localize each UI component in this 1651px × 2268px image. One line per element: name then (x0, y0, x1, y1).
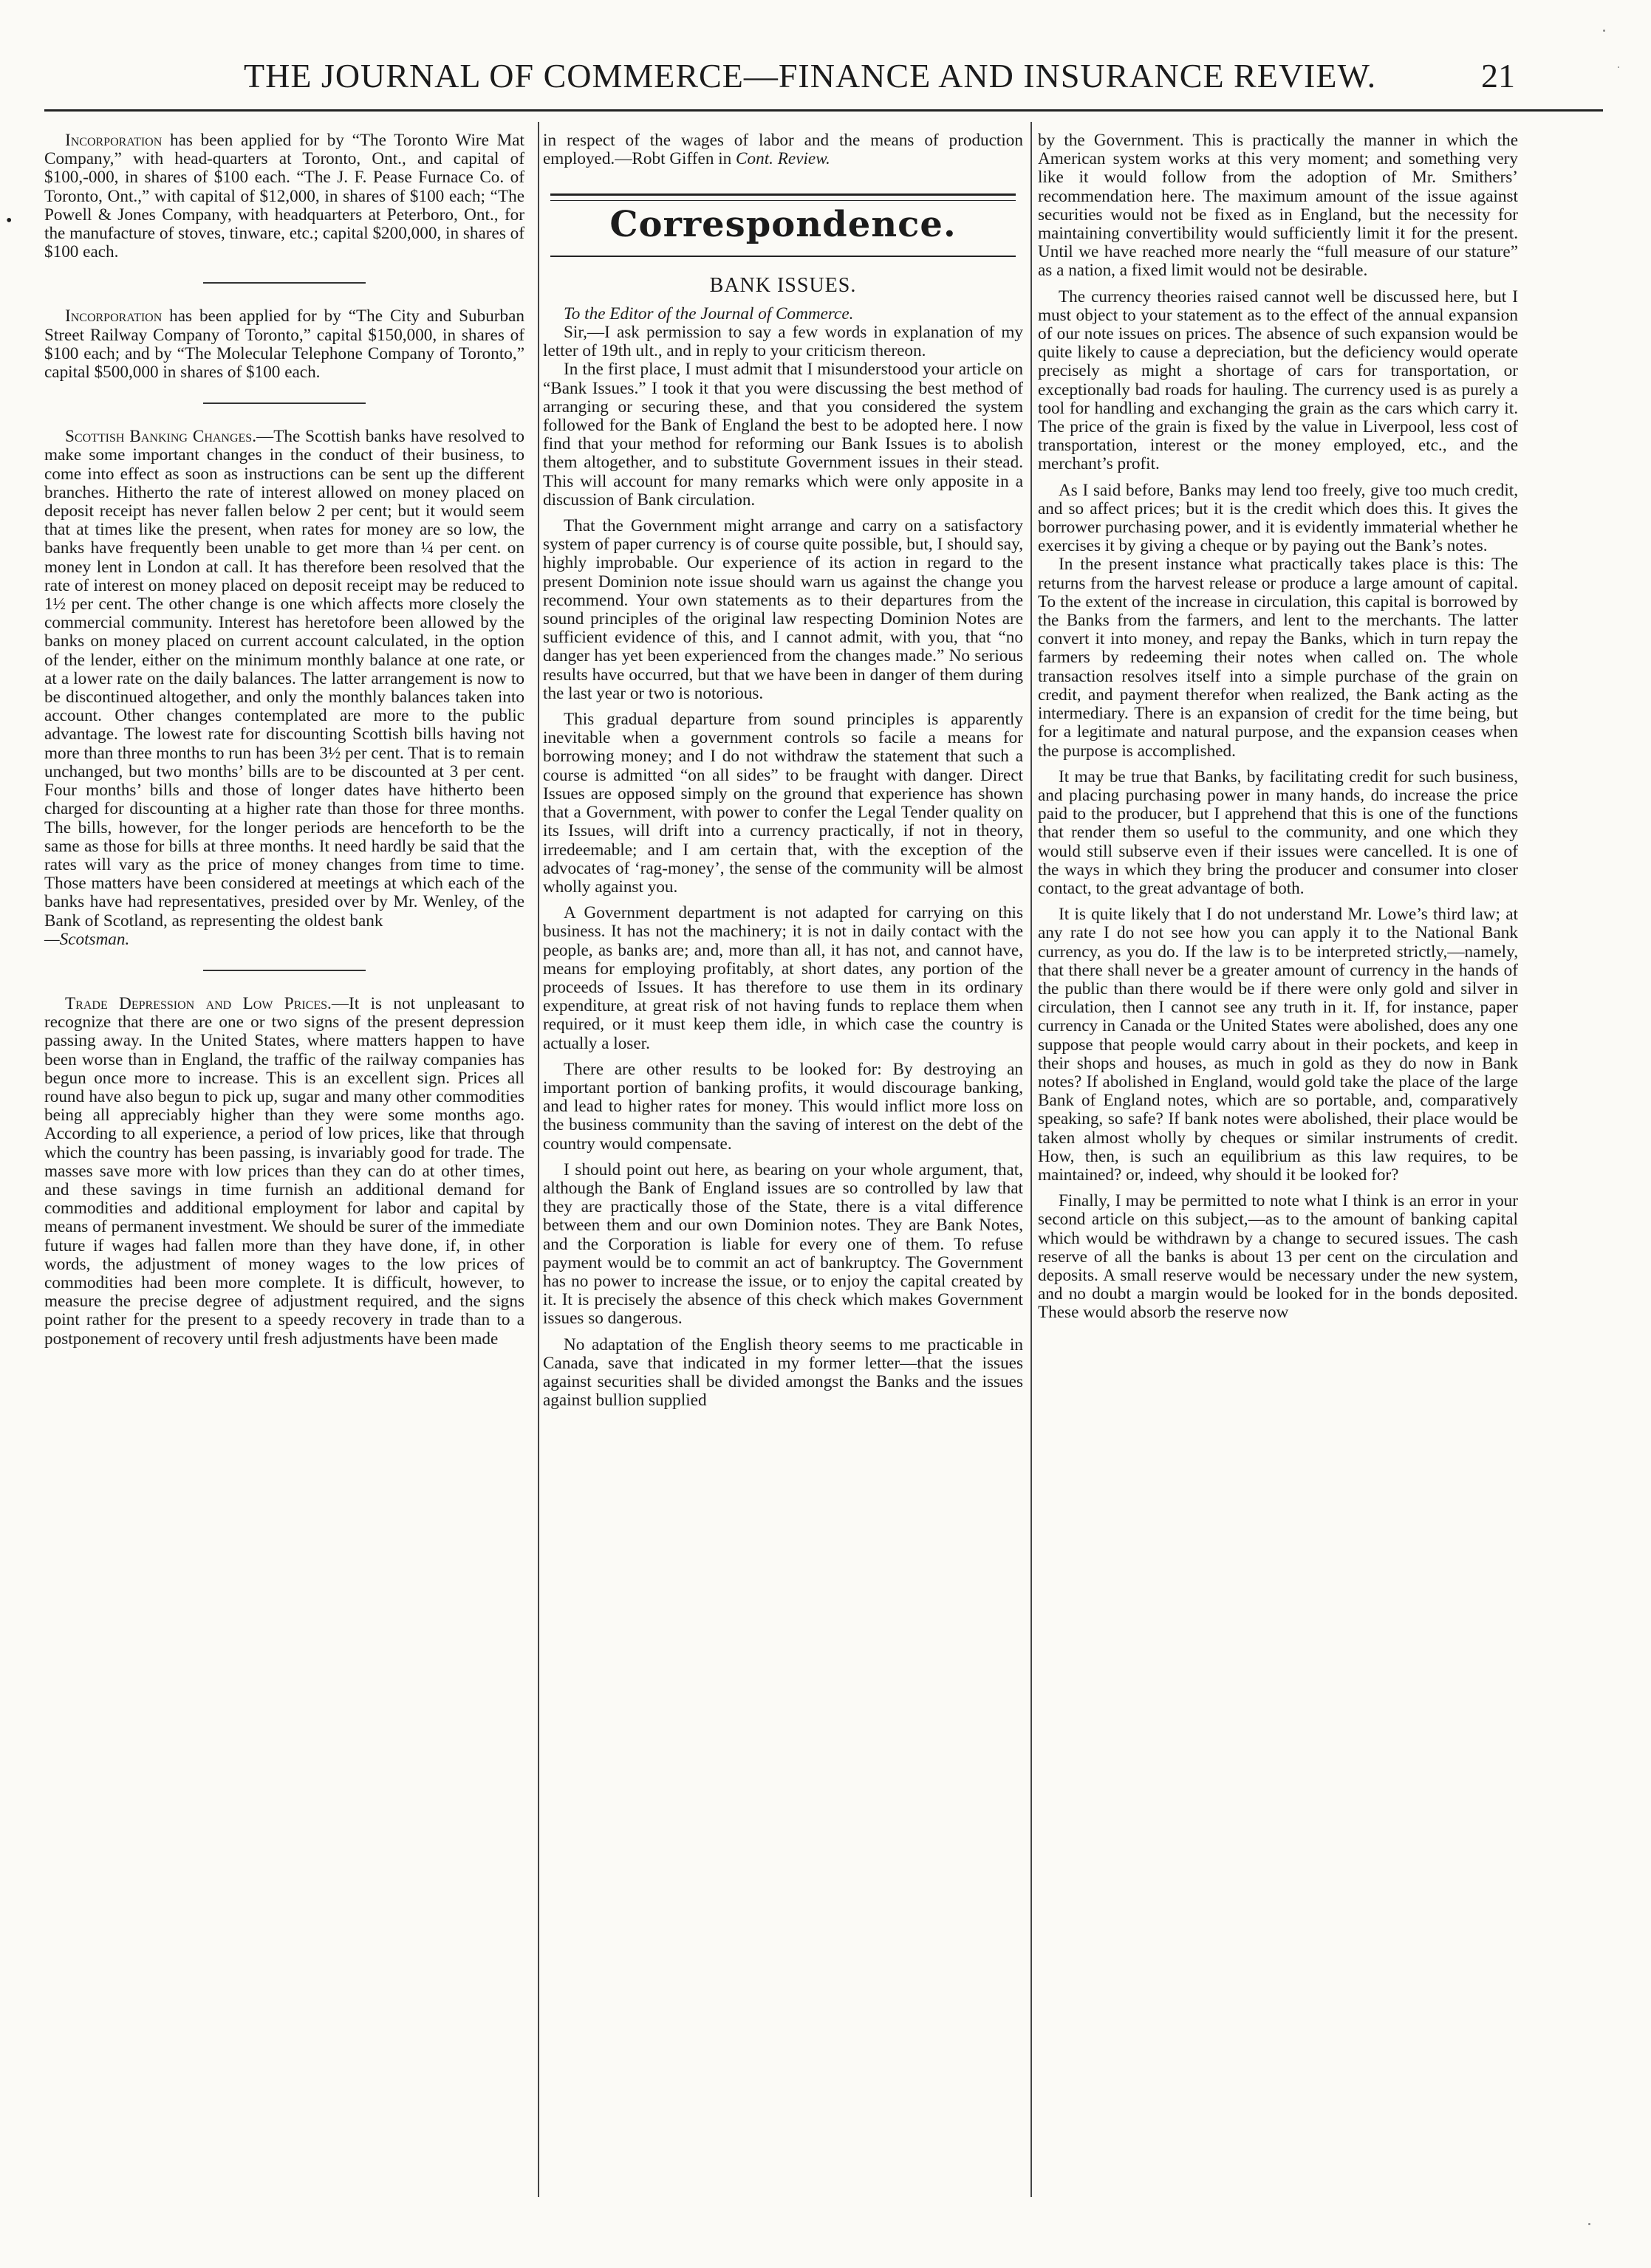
lead-in: Incorporation (65, 306, 163, 326)
letter-paragraph: It may be true that Banks, by facilitating credit for such business, and placing purchasing power in many hands, do increase the price paid to the producer, but I apprehend that this is one of the functions that render them so useful to the community, and one which they would still subserve even if their issues were cancelled. It is one of the ways in which they bring the producer and consumer into closer contact, to the great advantage of both. (1038, 767, 1518, 898)
article-scottish-banking (44, 428, 524, 949)
divider (203, 402, 366, 404)
letter-paragraph: The currency theories raised cannot well be discussed here, but I must object to your statement as to the effect of the annual expansion of our note issues on prices. The absence of such expansion would be quite likely to cause a depreciation, but the deficiency would operate precisely as might a shortage of cars for transportation, or exceptionally bad roads for hauling. The currency used is as purely a tool for handling and exchanging the grain as the cars which carry it. The price of the grain is fixed by the value in Liverpool, less cost of transportation, interest or the money employed, etc., and the merchant’s profit. (1038, 287, 1518, 474)
salutation: To the Editor of the Journal of Commerce. (564, 304, 854, 323)
body-text: has been applied for by “The City and Suburban Street Railway Company of Toronto,” capital $150,000, in shares of $100 each; and by “The Molecular Telephone Company of Toronto,” capital $500,000 in shares of $100 each. (44, 306, 524, 383)
lead-in: Scottish Banking Changes. (65, 427, 257, 447)
article-title: BANK ISSUES. (709, 273, 857, 297)
margin-bullet: • (6, 211, 13, 230)
divider (203, 282, 366, 284)
letter-paragraph: In the first place, I must admit that I misunderstood your article on “Bank Issues.” I took it that you were discussing the best method of arranging or securing these, and that you considered the system followed for the Bank of England the best to be adopted here. I now find that your method for reforming our Bank Issues is to abolish them altogether, and to substitute Government issues in their stead. This will account for many remarks which were only apposite in a discussion of Bank circulation. (543, 360, 1023, 510)
letter-paragraph: I should point out here, as bearing on your whole argument, that, although the Bank of England issues are so controlled by law that they are practically those of the State, there is a vital difference between them and our own Dominion notes. They are Bank Notes, and the Corporation is liable for every one of them. To refuse payment would be to commit an act of bankruptcy. The Government has no power to increase the issue, or to enjoy the capital created by it. It is precisely the absence of this check which makes Government issues so dangerous. (543, 1159, 1023, 1329)
body-text: —It is not unpleasant to recognize that there are one or two signs of the present depression passing away. In the United States, where matters happen to have been worse than in England, the traffic of the railway companies has begun once more to increase. This is an excellent sign. Prices all round have also begun to pick up, sugar and many other commodities being all appreciably higher than they were some months ago. According to all experience, a period of low prices, like that through which the country has been passing, is invariably good for trade. The masses save more with low prices than they can do at other times, and these savings in time furnish an additional demand for commodities and additional employment for labor and capital by means of permanent investment. We should be surer of the immediate future if wages had fallen more than they have done, if, in other words, the adjustment of money wages to the low prices of commodities had been more complete. It is difficult, however, to measure the precise degree of adjustment required, and the signs point rather for the present to a speedy recovery in trade than to a postponement of recovery until fresh adjustments have been made (44, 993, 524, 1349)
page-header (0, 0, 1651, 111)
lead-in: Incorporation (65, 131, 163, 150)
paper-speck (1618, 66, 1619, 68)
letter-paragraph: A Government department is not adapted for carrying on this business. It has not the machinery; it is not in daily contact with the people, as banks are; and, more than all, it has not, and cannot have, means for employing profitably, at short dates, any portion of the proceeds of Issues. It has therefore to use them in its ordinary expenditure, at great risk of not having funds to replace them when required, or it must keep them idle, in which case the country is actually a loser. (543, 903, 1023, 1053)
body-text: in respect of the wages of labor and the means of production employed.—Robt Giffen in (543, 131, 1023, 169)
journal-title: THE JOURNAL OF COMMERCE—FINANCE AND INSURANCE REVIEW. (244, 57, 1377, 95)
section-title: Correspondence. (609, 204, 957, 246)
letter-paragraph: Sir,—I ask permission to say a few words in explanation of my letter of 19th ult., and in reply to your criticism thereon. (543, 323, 1023, 361)
letter-paragraph: That the Government might arrange and carry on a satisfactory system of paper currency is of course quite possible, but, I should say, highly improbable. Our experience of its action in regard to the present Dominion note issue should warn us against the change you recommend. Your own statements as to their departures from the sound principles of the original law respecting Dominion Notes are sufficient evidence of this, and I cannot admit, with you, that “no danger has yet been experienced from the changes made.” No serious results have occurred, but that we have been in danger of them during the last year or two is notorious. (543, 516, 1023, 703)
continued-paragraph (543, 131, 1023, 168)
header-rule (44, 109, 1603, 112)
letter-paragraph: As I said before, Banks may lend too freely, give too much credit, and so affect prices; but it is the credit which does this. It gives the borrower purchasing power, and it is evidently immaterial whether he exercises it by giving a cheque or by paying out the Bank’s notes. (1038, 480, 1518, 556)
section-rule-double (550, 193, 1016, 201)
section-rule-single (550, 256, 1016, 257)
column-rule-2 (1030, 122, 1032, 2197)
column-3 (1038, 131, 1518, 1323)
letter-paragraph: This gradual departure from sound principles is apparently inevitable when a government controls so facile a means for borrowing money; and I do not withdraw the statement that such a course is admitted “on all sides” to be fraught with danger. Direct Issues are opposed simply on the ground that experience has shown that a Government, with power to confer the Legal Tender quality on its Issues, will drift into a currency practically, if not in theory, irredeemable; and I am certain that, with the exception of the advocates of ‘rag-money’, the sense of the community will be almost wholly against you. (543, 710, 1023, 897)
lead-in: Trade Depression and Low Prices. (65, 993, 332, 1013)
paper-speck (1588, 2223, 1590, 2225)
letter-paragraph: In the present instance what practically takes place is this: The returns from the harvest release or produce a large amount of capital. To the extent of the increase in circulation, this capital is borrowed by the Banks from the farmers, and lent to the merchants. The latter convert it into money, and repay the Banks, which in turn repay the farmers by redeeming their notes when called on. The whole transaction resolves itself into a simple purchase of the grain on credit, and payment therefor when realized, the Bank acting as the intermediary. There is an expansion of credit for the time being, but for a legitimate and natural purpose, and the expansion ceases when the purpose is accomplished. (1038, 555, 1518, 761)
body-text: has been applied for by “The Toronto Wire Mat Company,” with head-quarters at Toronto, Ont., and capital of $100,-000, in shares of $100 each. “The J. F. Pease Furnace Co. of Toronto, Ont.,” with capital of $12,000, in shares of $100 each; “The Powell & Jones Company, with headquarters at Peterboro, Ont., for the manufacture of stoves, tinware, etc.; capital $200,000, in shares of $100 each. (44, 131, 524, 262)
letter-paragraph: It is quite likely that I do not understand Mr. Lowe’s third law; at any rate I do not see how you can apply it to the National Bank currency, as you do. If the law is to be interpreted strictly,—namely, that there shall never be a greater amount of currency in the hands of the public than there would be if there were only gold and silver in circulation, then I cannot see any truth in it. If, for instance, paper currency in Canada or the United States were abolished, does any one suppose that people would carry about in their pockets, and keep in their shops and houses, as much in gold as they do now in Bank notes? If abolished in England, would gold take the place of the large Bank of England notes, which are so portable, and, comparatively speaking, so safe? If bank notes were abolished, their place would be taken almost wholly by cheques or similar instruments of credit. How, then, is such an equilibrium as this law requires, to be maintained? or, indeed, why should it be looked for? (1038, 905, 1518, 1185)
page-number: 21 (1481, 57, 1515, 95)
divider (203, 970, 366, 971)
column-rule-1 (538, 122, 539, 2197)
letter-paragraph: Finally, I may be permitted to note what I think is an error in your second article on this subject,—as to the amount of banking capital which would be withdrawn by a change to secured issues. The cash reserve of all the banks is about 13 per cent on the circulation and deposits. A small reserve would be necessary under the new system, and no doubt a margin would be looked for in the bonds deposited. These would absorb the reserve now (1038, 1191, 1518, 1323)
source-credit: —Scotsman. (44, 929, 130, 949)
column-1 (44, 131, 524, 1349)
letter-paragraph: by the Government. This is practically the manner in which the American system works at this very moment; and something very like it would follow from the adoption of Mr. Smithers’ recommendation here. The maximum amount of the issue against securities would not be fixed as in England, but the necessity for maintaining convertibility would sufficiently limit it for the present. Until we have reached more nearly the “full measure of our stature” as a nation, a fixed limit would not be desirable. (1038, 131, 1518, 281)
body-text: —The Scottish banks have resolved to make some important changes in the conduct of their business, to come into effect as soon as instructions can be sent up the different branches. Hitherto the rate of interest allowed on money placed on deposit receipt has never fallen below 2 per cent; but it would seem that at times like the present, when rates for money are so low, the banks have frequently been unable to get more than ¼ per cent. on money lent in London at call. It has therefore been resolved that the rate of interest on money placed on deposit receipt may be reduced to 1½ per cent. The other change is one which affects more closely the commercial community. Interest has heretofore been allowed by the banks on money placed on current account calculated, in the option of the lender, either on the minimum monthly balance at one rate, or at a lower rate on the daily balances. The latter arrangement is now to be discontinued altogether, and only the monthly balances taken into account. Other changes contemplated are more to the public advantage. The lowest rate for discounting Scottish bills having not more than three months to run has been 3½ per cent. That is to remain unchanged, but two months’ bills are to be discounted at 3 per cent. Four months’ bills and those of longer dates have hitherto been charged for discounting at a higher rate than those for three months. The bills, however, for the longer periods are henceforth to be the same as those for bills at three months. It need hardly be said that the rates will vary as the price of money changes from time to time. Those matters have been considered at meetings at which each of the banks have had representatives, presided over by Mr. Wenley, of the Bank of Scotland, as representing the oldest bank (44, 427, 525, 931)
article-incorporation-1 (44, 131, 524, 261)
letter-paragraph: There are other results to be looked for: By destroying an important portion of banking profits, it would discourage banking, and lead to higher rates for money. This would inflict more loss on the business community than the saving of interest on the debt of the country would compensate. (543, 1059, 1023, 1154)
article-incorporation-2 (44, 307, 524, 382)
article-trade-depression (44, 995, 524, 1349)
letter-paragraph: No adaptation of the English theory seems to me practicable in Canada, save that indicated in my former letter—that the issues against securities shall be divided amongst the Banks and the issues against bullion supplied (543, 1335, 1023, 1411)
source-credit: Cont. Review. (736, 149, 830, 169)
paper-speck (1603, 30, 1605, 32)
column-2 (543, 131, 1023, 1410)
